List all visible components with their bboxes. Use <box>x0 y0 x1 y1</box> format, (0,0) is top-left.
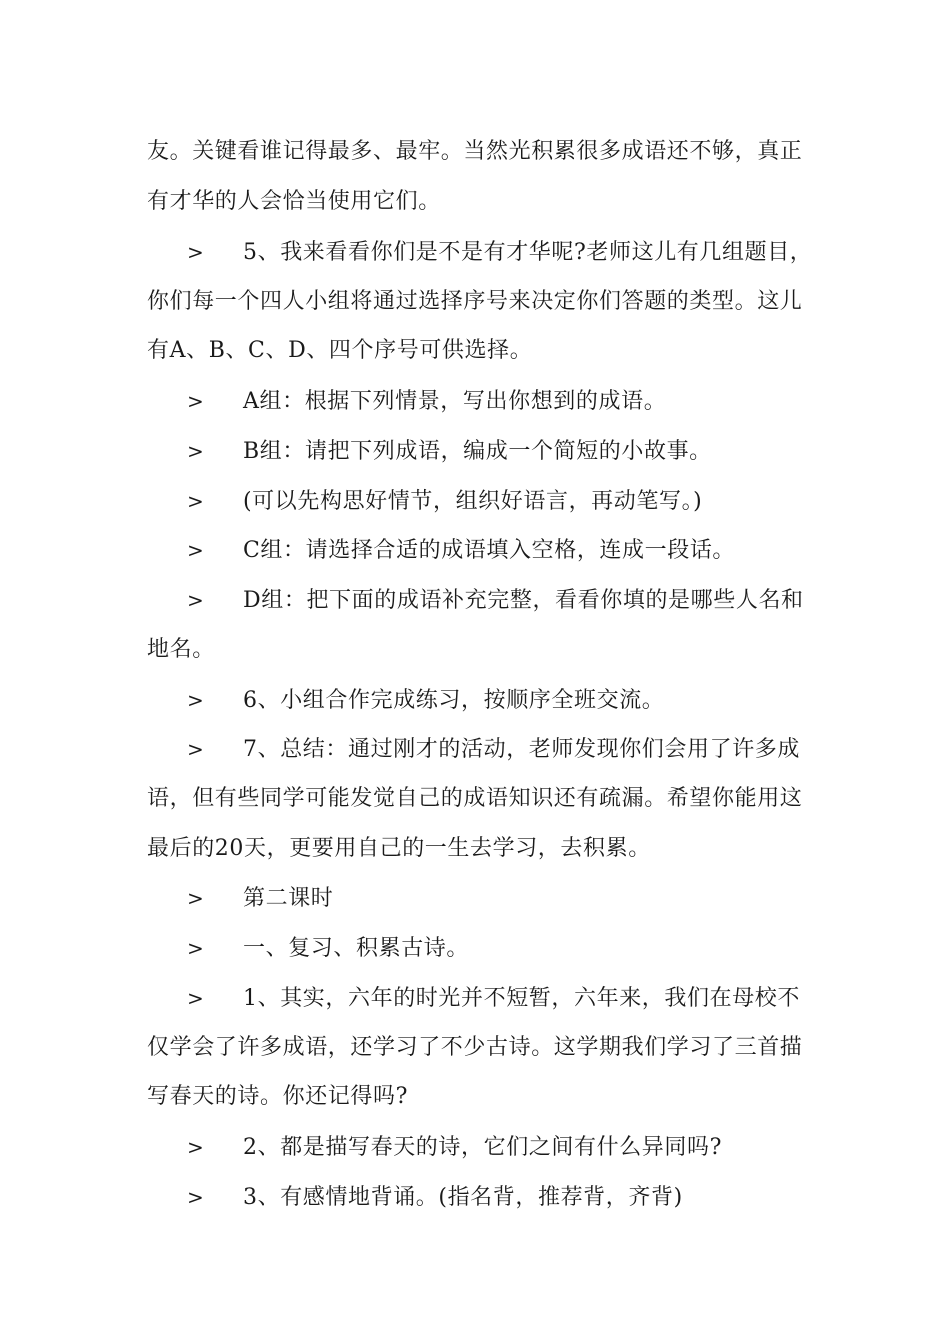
bullet-paragraph <box>187 535 735 566</box>
text-line <box>147 287 802 317</box>
arrow-bullet-icon: > <box>187 1135 205 1159</box>
bullet-paragraph <box>187 237 812 268</box>
bullet-paragraph <box>187 486 702 517</box>
bullet-paragraph <box>187 1132 722 1163</box>
bullet-paragraph <box>187 585 804 616</box>
arrow-bullet-icon: > <box>187 936 205 960</box>
arrow-bullet-icon: > <box>187 489 205 513</box>
line-text: D组：把下面的成语补充完整，看看你填的是哪些人名和 <box>243 588 804 613</box>
line-text: 有A、B、C、D、四个序号可供选择。 <box>147 338 533 363</box>
text-line <box>147 187 441 217</box>
arrow-bullet-icon: > <box>187 737 205 761</box>
line-text: 2、都是描写春天的诗，它们之间有什么异同吗? <box>243 1135 722 1160</box>
line-text: 仅学会了许多成语，还学习了不少古诗。这学期我们学习了三首描 <box>147 1035 803 1060</box>
line-text: 7、总结：通过刚才的活动，老师发现你们会用了许多成 <box>243 737 800 762</box>
arrow-bullet-icon: > <box>187 1185 205 1209</box>
bullet-paragraph <box>187 436 712 467</box>
line-text: B组：请把下列成语，编成一个简短的小故事。 <box>243 439 712 464</box>
line-text: 有才华的人会恰当使用它们。 <box>147 189 441 214</box>
line-text: 友。关键看谁记得最多、最牢。当然光积累很多成语还不够，真正 <box>147 139 803 164</box>
arrow-bullet-icon: > <box>187 389 205 413</box>
line-text: 3、有感情地背诵。(指名背，推荐背，齐背) <box>243 1185 683 1210</box>
bullet-paragraph <box>187 1182 683 1213</box>
line-text: 地名。 <box>147 637 215 662</box>
line-text: 一、复习、积累古诗。 <box>243 936 470 961</box>
bullet-paragraph <box>187 685 664 716</box>
text-line <box>147 1033 802 1063</box>
arrow-bullet-icon: > <box>187 886 205 910</box>
bullet-paragraph <box>187 983 800 1014</box>
line-text: (可以先构思好情节，组织好语言，再动笔写。) <box>243 489 703 514</box>
text-line <box>147 1082 408 1112</box>
text-line <box>147 137 802 167</box>
arrow-bullet-icon: > <box>187 986 205 1010</box>
line-text: 语，但有些同学可能发觉自己的成语知识还有疏漏。希望你能用这 <box>147 786 803 811</box>
section-heading: 第二课时 <box>243 886 334 911</box>
text-line <box>147 784 802 814</box>
arrow-bullet-icon: > <box>187 439 205 463</box>
line-text: 最后的20天，更要用自己的一生去学习，去积累。 <box>147 836 651 861</box>
bullet-paragraph <box>187 734 800 765</box>
text-line <box>147 336 532 366</box>
text-line <box>147 635 215 665</box>
text-line <box>147 834 651 864</box>
line-text: 5、我来看看你们是不是有才华呢?老师这儿有几组题目， <box>243 240 813 265</box>
line-text: A组：根据下列情景，写出你想到的成语。 <box>243 389 667 414</box>
line-text: 写春天的诗。你还记得吗? <box>147 1084 408 1109</box>
arrow-bullet-icon: > <box>187 688 205 712</box>
bullet-paragraph <box>187 933 469 964</box>
line-text: 你们每一个四人小组将通过选择序号来决定你们答题的类型。这儿 <box>147 289 803 314</box>
line-text: 1、其实，六年的时光并不短暂，六年来，我们在母校不 <box>243 986 800 1011</box>
line-text: 6、小组合作完成练习，按顺序全班交流。 <box>243 688 665 713</box>
arrow-bullet-icon: > <box>187 538 205 562</box>
arrow-bullet-icon: > <box>187 588 205 612</box>
line-text: C组：请选择合适的成语填入空格，连成一段话。 <box>243 538 736 563</box>
arrow-bullet-icon: > <box>187 240 205 264</box>
bullet-paragraph <box>187 883 333 914</box>
bullet-paragraph <box>187 386 666 417</box>
